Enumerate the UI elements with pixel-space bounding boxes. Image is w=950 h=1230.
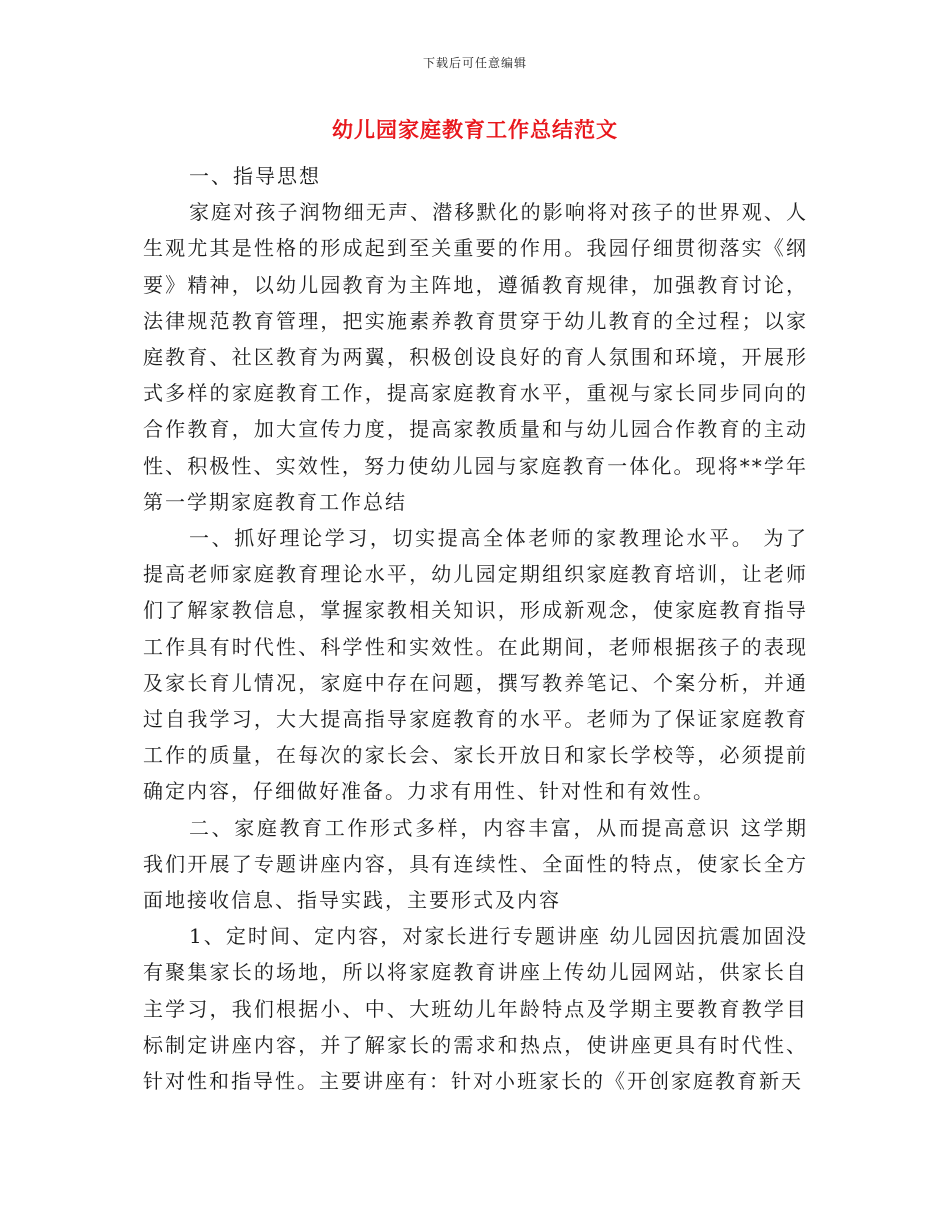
paragraph-intro: 家庭对孩子润物细无声、潜移默化的影响将对孩子的世界观、人生观尤其是性格的形成起到至关重要的作用。我园仔细贯彻落实《纲要》精神，以幼儿园教育为主阵地，遵循教育规律，加强教育讨论，法律规范教育管理，把实施素养教育贯穿于幼儿教育的全过程；以家庭教育、社区教育为两翼，积极创设良好的育人氛围和环境，开展形式多样的家庭教育工作，提高家庭教育水平，重视与家长同步同向的合作教育，加大宣传力度，提高家教质量和与幼儿园合作教育的主动性、积极性、实效性，努力使幼儿园与家庭教育一体化。现将**学年第一学期家庭教育工作总结 xyxy=(143,200,808,514)
document-title: 幼儿园家庭教育工作总结范文 xyxy=(332,117,618,142)
paragraph-lectures: 1、定时间、定内容，对家长进行专题讲座 幼儿园因抗震加固没有聚集家长的场地，所以将家庭教育讲座上传幼儿园网站，供家长自主学习，我们根据小、中、大班幼儿年龄特点及学期主要教育教学目标制定讲座内容，并了解家长的需求和热点，使讲座更具有时代性、针对性和指导性。主要讲座有：针对小班家长的《开创家庭教育新天 xyxy=(143,924,808,1094)
section-heading-guiding-idea: 一、指导思想 xyxy=(189,164,321,188)
document-body xyxy=(143,158,808,1099)
paragraph-diverse-forms: 二、家庭教育工作形式多样，内容丰富，从而提高意识 这学期我们开展了专题讲座内容，具有连续性、全面性的特点，使家长全方面地接收信息、指导实践，主要形式及内容 xyxy=(143,815,808,913)
header-note: 下载后可任意编辑 xyxy=(422,56,527,70)
paragraph-theory-study: 一、抓好理论学习，切实提高全体老师的家教理论水平。 为了提高老师家庭教育理论水平，幼儿园定期组织家庭教育培训，让老师们了解家教信息，掌握家教相关知识，形成新观念，使家庭教育指导工作具有时代性、科学性和实效性。在此期间，老师根据孩子的表现及家长育儿情况，家庭中存在问题，撰写教养笔记、个案分析，并通过自我学习，大大提高指导家庭教育的水平。老师为了保证家庭教育工作的质量，在每次的家长会、家长开放日和家长学校等，必须提前确定内容，仔细做好准备。力求有用性、针对性和有效性。 xyxy=(143,526,808,804)
